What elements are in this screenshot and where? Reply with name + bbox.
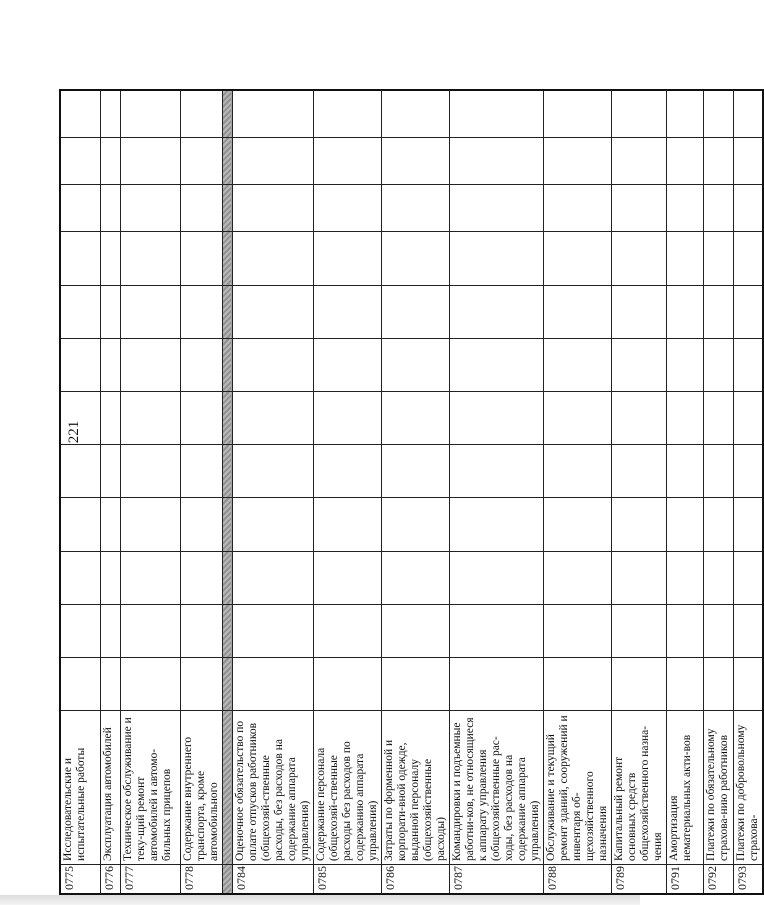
value-cell: [100, 551, 120, 604]
value-cell: [222, 551, 232, 604]
value-cell: [666, 392, 703, 445]
value-cell: [60, 498, 100, 551]
value-cell: [611, 232, 666, 285]
value-cell: [100, 232, 120, 285]
value-cell: [666, 445, 703, 498]
value-cell: [100, 185, 120, 232]
value-cell: [100, 137, 120, 184]
value-cell: [100, 392, 120, 445]
value-cell: [120, 90, 180, 137]
value-cell: [703, 392, 733, 445]
value-cell: [222, 498, 232, 551]
table-row: [120, 90, 180, 894]
value-cell: [733, 498, 763, 551]
value-cell: [543, 285, 611, 338]
row-code: 0784: [232, 864, 313, 894]
value-cell: [449, 285, 543, 338]
value-cell: [180, 498, 222, 551]
value-cell: [449, 551, 543, 604]
value-cell: [449, 658, 543, 711]
value-cell: [232, 604, 313, 657]
value-cell: [543, 137, 611, 184]
value-cell: [232, 232, 313, 285]
value-cell: [666, 185, 703, 232]
value-cell: [180, 551, 222, 604]
value-cell: [180, 90, 222, 137]
table-row: [313, 90, 381, 894]
value-cell: [666, 232, 703, 285]
value-cell: [232, 90, 313, 137]
row-description: Техническое обслуживание и теку-щий ремонт автомобилей и автомо-бильных прицепов: [120, 711, 180, 865]
value-cell: [733, 338, 763, 391]
page-number: 221: [66, 420, 82, 444]
row-code: 0777: [120, 864, 180, 894]
value-cell: [543, 392, 611, 445]
table-row: [232, 90, 313, 894]
value-cell: [381, 445, 449, 498]
value-cell: [232, 285, 313, 338]
value-cell: [180, 392, 222, 445]
value-cell: [611, 90, 666, 137]
value-cell: [666, 551, 703, 604]
value-cell: [449, 498, 543, 551]
value-cell: [180, 285, 222, 338]
value-cell: [666, 604, 703, 657]
row-code: 0791: [666, 864, 703, 894]
table-row: [180, 90, 222, 894]
value-cell: [100, 445, 120, 498]
value-cell: [381, 551, 449, 604]
value-cell: [313, 137, 381, 184]
table-row: [381, 90, 449, 894]
row-code: [222, 864, 232, 894]
value-cell: [733, 445, 763, 498]
value-cell: [381, 658, 449, 711]
value-cell: [232, 498, 313, 551]
value-cell: [120, 392, 180, 445]
row-code: 0785: [313, 864, 381, 894]
value-cell: [381, 285, 449, 338]
value-cell: [60, 285, 100, 338]
row-code: 0789: [611, 864, 666, 894]
row-description: Эксплуатация автомобилей: [100, 711, 120, 865]
value-cell: [60, 392, 100, 445]
scan-edge: [0, 895, 640, 905]
value-cell: [180, 445, 222, 498]
value-cell: [180, 185, 222, 232]
row-description: Капитальный ремонт основных средств общехозяйственного назна-чения: [611, 711, 666, 865]
value-cell: [232, 137, 313, 184]
table-row: [543, 90, 611, 894]
value-cell: [232, 185, 313, 232]
value-cell: [60, 445, 100, 498]
table-row: [666, 90, 703, 894]
row-description: Командировки и подъемные работни-ков, не относящиеся к аппарату управления (общехозяйственные рас-ходы, без расходов на содержание аппарата управления): [449, 711, 543, 865]
value-cell: [733, 658, 763, 711]
row-description: Амортизация нематериальных акти-вов: [666, 711, 703, 865]
value-cell: [543, 604, 611, 657]
value-cell: [313, 445, 381, 498]
value-cell: [222, 185, 232, 232]
value-cell: [222, 285, 232, 338]
value-cell: [733, 90, 763, 137]
value-cell: [120, 185, 180, 232]
value-cell: [543, 658, 611, 711]
value-cell: [543, 498, 611, 551]
value-cell: [733, 137, 763, 184]
row-description: Содержание внутреннего транспорта, кроме автомобильного: [180, 711, 222, 865]
value-cell: [733, 604, 763, 657]
rotated-table-container: [59, 89, 760, 895]
value-cell: [666, 338, 703, 391]
table-row: [60, 90, 100, 894]
value-cell: [543, 551, 611, 604]
row-code: 0776: [100, 864, 120, 894]
value-cell: [381, 137, 449, 184]
value-cell: [611, 137, 666, 184]
value-cell: [449, 445, 543, 498]
value-cell: [60, 90, 100, 137]
value-cell: [313, 551, 381, 604]
value-cell: [543, 185, 611, 232]
value-cell: [60, 658, 100, 711]
value-cell: [232, 658, 313, 711]
table-row: [611, 90, 666, 894]
value-cell: [180, 604, 222, 657]
value-cell: [703, 338, 733, 391]
row-description: [222, 711, 232, 865]
value-cell: [381, 604, 449, 657]
value-cell: [611, 445, 666, 498]
value-cell: [449, 137, 543, 184]
value-cell: [313, 338, 381, 391]
row-description: Исследовательские и испытательные работы: [60, 711, 100, 865]
value-cell: [543, 90, 611, 137]
value-cell: [60, 137, 100, 184]
value-cell: [120, 445, 180, 498]
value-cell: [313, 90, 381, 137]
value-cell: [232, 445, 313, 498]
value-cell: [313, 498, 381, 551]
value-cell: [703, 137, 733, 184]
row-code: 0788: [543, 864, 611, 894]
row-description: Платежи по обязательному страхова-нию работников: [703, 711, 733, 865]
value-cell: [100, 498, 120, 551]
value-cell: [222, 658, 232, 711]
value-cell: [733, 285, 763, 338]
value-cell: [100, 90, 120, 137]
value-cell: [381, 392, 449, 445]
value-cell: [543, 232, 611, 285]
value-cell: [449, 338, 543, 391]
value-cell: [120, 551, 180, 604]
value-cell: [60, 232, 100, 285]
value-cell: [60, 185, 100, 232]
table-body: [60, 90, 763, 894]
row-description: Содержание персонала (общехозяй-ственные расходы без расходов по содержанию аппарата управления): [313, 711, 381, 865]
table-row: [100, 90, 120, 894]
value-cell: [703, 604, 733, 657]
value-cell: [449, 232, 543, 285]
value-cell: [222, 604, 232, 657]
value-cell: [313, 185, 381, 232]
row-description: Затраты по форменной и корпорати-вной одежде, выданной персоналу (общехозяйственные расходы): [381, 711, 449, 865]
value-cell: [120, 137, 180, 184]
value-cell: [60, 604, 100, 657]
value-cell: [666, 90, 703, 137]
value-cell: [313, 392, 381, 445]
value-cell: [381, 338, 449, 391]
value-cell: [180, 658, 222, 711]
value-cell: [733, 185, 763, 232]
value-cell: [381, 185, 449, 232]
value-cell: [313, 658, 381, 711]
value-cell: [449, 185, 543, 232]
value-cell: [666, 285, 703, 338]
value-cell: [222, 392, 232, 445]
value-cell: [733, 232, 763, 285]
value-cell: [180, 338, 222, 391]
value-cell: [60, 338, 100, 391]
table-row: [449, 90, 543, 894]
value-cell: [611, 392, 666, 445]
value-cell: [611, 285, 666, 338]
value-cell: [222, 232, 232, 285]
row-code: 0792: [703, 864, 733, 894]
value-cell: [180, 232, 222, 285]
value-cell: [120, 604, 180, 657]
table-row: [222, 90, 232, 894]
value-cell: [703, 90, 733, 137]
value-cell: [120, 498, 180, 551]
row-code: 0775: [60, 864, 100, 894]
value-cell: [222, 137, 232, 184]
value-cell: [313, 232, 381, 285]
value-cell: [232, 338, 313, 391]
value-cell: [222, 338, 232, 391]
value-cell: [703, 658, 733, 711]
value-cell: [543, 445, 611, 498]
value-cell: [120, 658, 180, 711]
value-cell: [100, 338, 120, 391]
value-cell: [611, 604, 666, 657]
row-code: 0793: [733, 864, 763, 894]
value-cell: [611, 551, 666, 604]
value-cell: [120, 232, 180, 285]
row-description: Оценочное обязательство по оплате отпусков работников (общехозяй-ственные расходы, без расходов на содержание аппарата управления): [232, 711, 313, 865]
value-cell: [232, 392, 313, 445]
value-cell: [449, 604, 543, 657]
value-cell: [100, 658, 120, 711]
value-cell: [381, 498, 449, 551]
value-cell: [449, 90, 543, 137]
value-cell: [703, 232, 733, 285]
value-cell: [703, 498, 733, 551]
row-code: 0778: [180, 864, 222, 894]
table-row: [733, 90, 763, 894]
value-cell: [222, 445, 232, 498]
value-cell: [666, 137, 703, 184]
value-cell: [611, 185, 666, 232]
table-row: [703, 90, 733, 894]
value-cell: [666, 658, 703, 711]
value-cell: [222, 90, 232, 137]
value-cell: [120, 338, 180, 391]
value-cell: [733, 551, 763, 604]
value-cell: [180, 137, 222, 184]
value-cell: [666, 498, 703, 551]
value-cell: [543, 338, 611, 391]
value-cell: [381, 90, 449, 137]
row-code: 0786: [381, 864, 449, 894]
value-cell: [313, 285, 381, 338]
value-cell: [100, 285, 120, 338]
value-cell: [100, 604, 120, 657]
value-cell: [703, 185, 733, 232]
accounts-table: [59, 89, 764, 895]
row-description: Обслуживание и текущий ремонт зданий, сооружений и инвентаря об-щехозяйственного назначения: [543, 711, 611, 865]
value-cell: [313, 604, 381, 657]
value-cell: [120, 285, 180, 338]
value-cell: [381, 232, 449, 285]
value-cell: [60, 551, 100, 604]
value-cell: [703, 445, 733, 498]
value-cell: [703, 551, 733, 604]
value-cell: [703, 285, 733, 338]
value-cell: [611, 658, 666, 711]
row-description: Платежи по добровольному страхова-: [733, 711, 763, 865]
value-cell: [733, 392, 763, 445]
value-cell: [449, 392, 543, 445]
value-cell: [611, 338, 666, 391]
value-cell: [611, 498, 666, 551]
row-code: 0787: [449, 864, 543, 894]
value-cell: [232, 551, 313, 604]
